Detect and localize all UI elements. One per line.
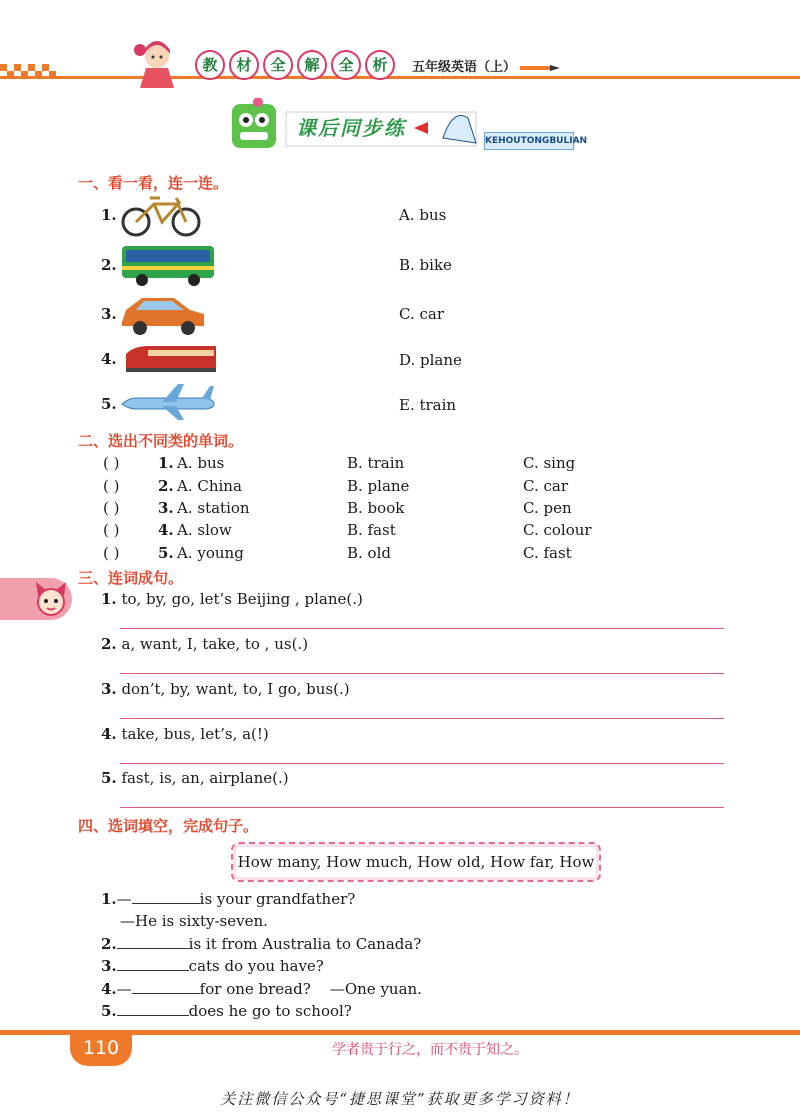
choice-a: A. slow	[177, 521, 232, 539]
car-picture	[118, 292, 208, 338]
word-bank: How many, How much, How old, How far, How	[231, 842, 601, 882]
question-number: 3.	[101, 957, 117, 975]
fill-item	[101, 979, 422, 998]
choice-a: A. China	[177, 477, 242, 495]
book-title-char: 全	[263, 50, 293, 80]
choice-b: B. book	[347, 499, 405, 517]
choice-a: A. young	[177, 544, 244, 562]
fill-item	[101, 934, 421, 953]
sentence-text: —He is sixty-seven.	[120, 912, 268, 930]
option-label: B. bike	[399, 256, 452, 274]
choice-c: C. car	[523, 477, 568, 495]
question-number: 5.	[101, 1002, 117, 1020]
section1-title: 一、看一看，连一连。	[78, 174, 229, 192]
sentence-item	[101, 724, 269, 743]
bus-picture	[120, 242, 218, 288]
header-rule	[0, 76, 800, 79]
question-number: 1.	[101, 890, 117, 908]
option-label: E. train	[399, 396, 457, 414]
question-number: 5.	[101, 769, 117, 787]
answer-line[interactable]	[120, 673, 724, 674]
answer-line[interactable]	[120, 628, 724, 629]
question-number: 5.	[158, 544, 174, 562]
footer-motto: 学者贵于行之，而不贵于知之。	[332, 1042, 528, 1058]
choice-b: B. old	[347, 544, 391, 562]
book-title	[195, 50, 395, 80]
dash: —	[116, 890, 132, 908]
book-title-char: 全	[331, 50, 361, 80]
train-picture	[124, 342, 218, 378]
pen-icon	[520, 64, 560, 72]
word-list: don’t, by, want, to, I go, bus(.)	[116, 680, 350, 698]
choice-c: C. sing	[523, 454, 576, 472]
sentence-text: does he go to school?	[188, 1002, 352, 1020]
section3-title: 三、连词成句。	[78, 569, 184, 587]
picture-number: 3.	[101, 305, 117, 323]
girl-mascot-icon	[130, 40, 184, 90]
book-title-char: 解	[297, 50, 327, 80]
question-number: 4.	[101, 725, 117, 743]
book-title-char: 材	[229, 50, 259, 80]
fill-item	[101, 956, 324, 975]
question-number: 3.	[158, 499, 174, 517]
picture-number: 2.	[101, 256, 117, 274]
dash: —	[116, 980, 132, 998]
sentence-item	[101, 589, 363, 608]
fill-blank[interactable]	[117, 956, 189, 971]
answer-paren: ( )	[103, 521, 120, 539]
fill-blank[interactable]	[132, 979, 200, 994]
fill-blank[interactable]	[117, 934, 189, 949]
choice-c: C. pen	[523, 499, 572, 517]
word-list: to, by, go, let’s Beijing , plane(.)	[116, 590, 363, 608]
choice-c: C. colour	[523, 521, 592, 539]
girl-face-icon	[34, 580, 68, 618]
choice-b: B. train	[347, 454, 405, 472]
book-title-char: 教	[195, 50, 225, 80]
question-number: 1.	[158, 454, 174, 472]
question-number: 1.	[101, 590, 117, 608]
word-list: fast, is, an, airplane(.)	[116, 769, 289, 787]
option-label: D. plane	[399, 351, 462, 369]
picture-number: 1.	[101, 206, 117, 224]
word-list: a, want, I, take, to , us(.)	[116, 635, 309, 653]
answer-line[interactable]	[120, 763, 724, 764]
question-number: 2.	[101, 935, 117, 953]
question-number: 4.	[158, 521, 174, 539]
fill-blank[interactable]	[117, 1001, 189, 1016]
choice-a: A. bus	[177, 454, 225, 472]
plane-picture	[118, 382, 218, 422]
sentence-item	[101, 634, 308, 653]
answer-paren: ( )	[103, 544, 120, 562]
picture-number: 5.	[101, 395, 117, 413]
answer-line[interactable]	[120, 807, 724, 808]
question-number: 2.	[158, 477, 174, 495]
fill-item	[101, 889, 355, 908]
answer-paren: ( )	[103, 477, 120, 495]
word-list: take, bus, let’s, a(!)	[116, 725, 269, 743]
option-label: A. bus	[399, 206, 447, 224]
bike-picture	[120, 190, 202, 238]
answer-paren: ( )	[103, 499, 120, 517]
sentence-text: cats do you have?	[188, 957, 324, 975]
choice-a: A. station	[177, 499, 250, 517]
banner-subtitle: KEHOUTONGBULIAN	[484, 132, 574, 150]
answer-line[interactable]	[120, 718, 724, 719]
fill-item	[101, 1001, 352, 1020]
grade-label: 五年级英语（上）	[412, 60, 517, 75]
sentence-item	[101, 768, 289, 787]
section2-title: 二、选出不同类的单词。	[78, 432, 244, 450]
answer-paren: ( )	[103, 454, 120, 472]
choice-b: B. fast	[347, 521, 396, 539]
fill-item	[120, 911, 268, 930]
question-number: 4.	[101, 980, 117, 998]
banner-title: 课后同步练	[296, 116, 406, 140]
choice-c: C. fast	[523, 544, 572, 562]
sentence-item	[101, 679, 350, 698]
sentence-text: is your grandfather?	[199, 890, 356, 908]
question-number: 3.	[101, 680, 117, 698]
section4-title: 四、选词填空，完成句子。	[78, 817, 259, 835]
picture-number: 4.	[101, 350, 117, 368]
choice-b: B. plane	[347, 477, 410, 495]
book-title-char: 析	[365, 50, 395, 80]
sentence-text: is it from Australia to Canada?	[188, 935, 422, 953]
sentence-text: for one bread? —One yuan.	[199, 980, 422, 998]
watermark-note: 关注微信公众号“捷思课堂”获取更多学习资料！	[220, 1090, 580, 1108]
page-number: 110	[70, 1030, 132, 1066]
question-number: 2.	[101, 635, 117, 653]
fill-blank[interactable]	[132, 889, 200, 904]
option-label: C. car	[399, 305, 444, 323]
